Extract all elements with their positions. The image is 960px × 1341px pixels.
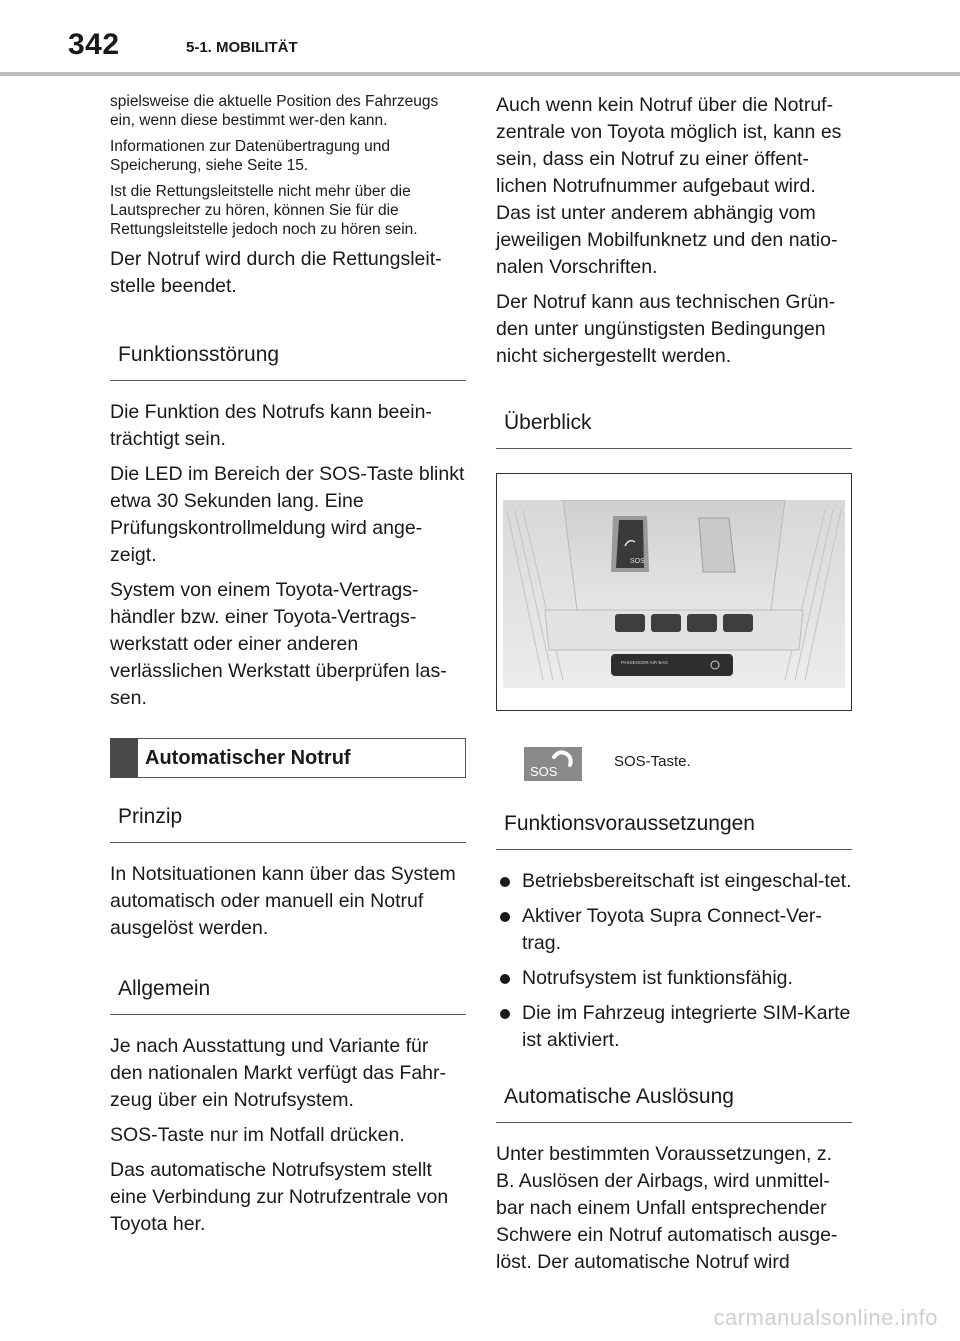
paragraph: Ist die Rettungsleitstelle nicht mehr über die Lautsprecher zu hören, können Sie für die Rettungsleitstelle jedoch noch zu hören sein. <box>110 183 418 238</box>
paragraph: Das automatische Notrufsystem stellt eine Verbindung zur Notrufzentrale von Toyota her. <box>110 1159 449 1235</box>
bullet-icon <box>500 877 510 887</box>
paragraph: Unter bestimmten Voraussetzungen, z. B. Auslösen der Airbags, wird unmittel-bar nach einem Unfall entsprechender Schwere ein Notruf automatisch ausge-löst. Der automatische Notruf wird <box>496 1143 838 1273</box>
bullet-icon <box>500 1009 510 1019</box>
paragraph: Je nach Ausstattung und Variante für den nationalen Markt verfügt das Fahr-zeug über ein Notrufsystem. <box>110 1035 447 1111</box>
heading-automatische-ausloesung: Automatische Auslösung <box>496 1070 852 1123</box>
heading-label: Automatischer Notruf <box>145 747 351 769</box>
heading-automatischer-notruf <box>110 738 466 778</box>
paragraph: SOS-Taste nur im Notfall drücken. <box>110 1124 405 1146</box>
paragraph: Die Funktion des Notrufs kann beein-trächtigt sein. <box>110 401 432 450</box>
paragraph: Die LED im Bereich der SOS-Taste blinkt etwa 30 Sekunden lang. Eine Prüfungskontrollmeldung wird ange-zeigt. <box>110 463 465 566</box>
bullet-icon <box>500 912 510 922</box>
overhead-console-illustration <box>503 500 845 688</box>
paragraph: In Notsituationen kann über das System automatisch oder manuell ein Notruf ausgelöst werden. <box>110 863 456 939</box>
list-item <box>496 1000 852 1054</box>
list-item-text: Betriebsbereitschaft ist eingeschal-tet. <box>522 870 852 892</box>
heading-funktionsvoraussetzungen: Funktionsvoraussetzungen <box>496 797 852 850</box>
list-item-text: Notrufsystem ist funktionsfähig. <box>522 967 793 989</box>
paragraph: System von einem Toyota-Vertrags-händler bzw. einer Toyota-Vertrags-werkstatt oder einer anderen verlässlichen Werkstatt überprüfen las-sen. <box>110 579 447 709</box>
figure-passenger-airbag-label: PASSENGER AIR BAG <box>621 660 668 665</box>
list-item <box>496 868 852 895</box>
figure-legend <box>496 747 852 797</box>
bullet-icon <box>500 974 510 984</box>
page-number: 342 <box>68 28 120 61</box>
heading-allgemein: Allgemein <box>110 962 466 1015</box>
paragraph: Informationen zur Datenübertragung und Speicherung, siehe Seite 15. <box>110 138 391 174</box>
paragraph: Der Notruf kann aus technischen Grün-den unter ungünstigsten Bedingungen nicht sichergestellt werden. <box>496 291 836 367</box>
list-item-text: Aktiver Toyota Supra Connect-Ver-trag. <box>522 905 822 954</box>
left-column <box>110 92 466 1246</box>
watermark: carmanualsonline.info <box>713 1305 938 1330</box>
paragraph: Auch wenn kein Notruf über die Notruf-zentrale von Toyota möglich ist, kann es sein, dass ein Notruf zu einer öffent-lichen Notrufnummer aufgebaut wird. Das ist unter anderem abhängig vom jeweiligen Mobilfunknetz und den natio-nalen Vorschriften. <box>496 94 842 278</box>
list-item <box>496 903 852 957</box>
header-rule <box>0 72 960 76</box>
figure-sos-label: SOS <box>630 558 645 565</box>
heading-bar <box>110 738 138 778</box>
overhead-console-figure <box>496 473 852 711</box>
paragraph: spielsweise die aktuelle Position des Fahrzeugs ein, wenn diese bestimmt wer-den kann. <box>110 93 439 129</box>
heading-ueberblick: Überblick <box>496 396 852 449</box>
heading-prinzip: Prinzip <box>110 790 466 843</box>
requirements-list <box>496 868 852 1054</box>
list-item <box>496 965 852 992</box>
paragraph: Der Notruf wird durch die Rettungsleit-stelle beendet. <box>110 248 442 297</box>
page-header <box>0 0 960 78</box>
right-column <box>496 92 852 1284</box>
chapter-title: 5-1. MOBILITÄT <box>186 39 298 56</box>
list-item-text: Die im Fahrzeug integrierte SIM-Karte ist aktiviert. <box>522 1002 851 1051</box>
heading-funktionsstoerung: Funktionsstörung <box>110 328 466 381</box>
sos-icon-text: SOS <box>530 764 558 779</box>
sos-button-icon <box>524 747 582 781</box>
legend-label: SOS-Taste. <box>614 753 691 770</box>
